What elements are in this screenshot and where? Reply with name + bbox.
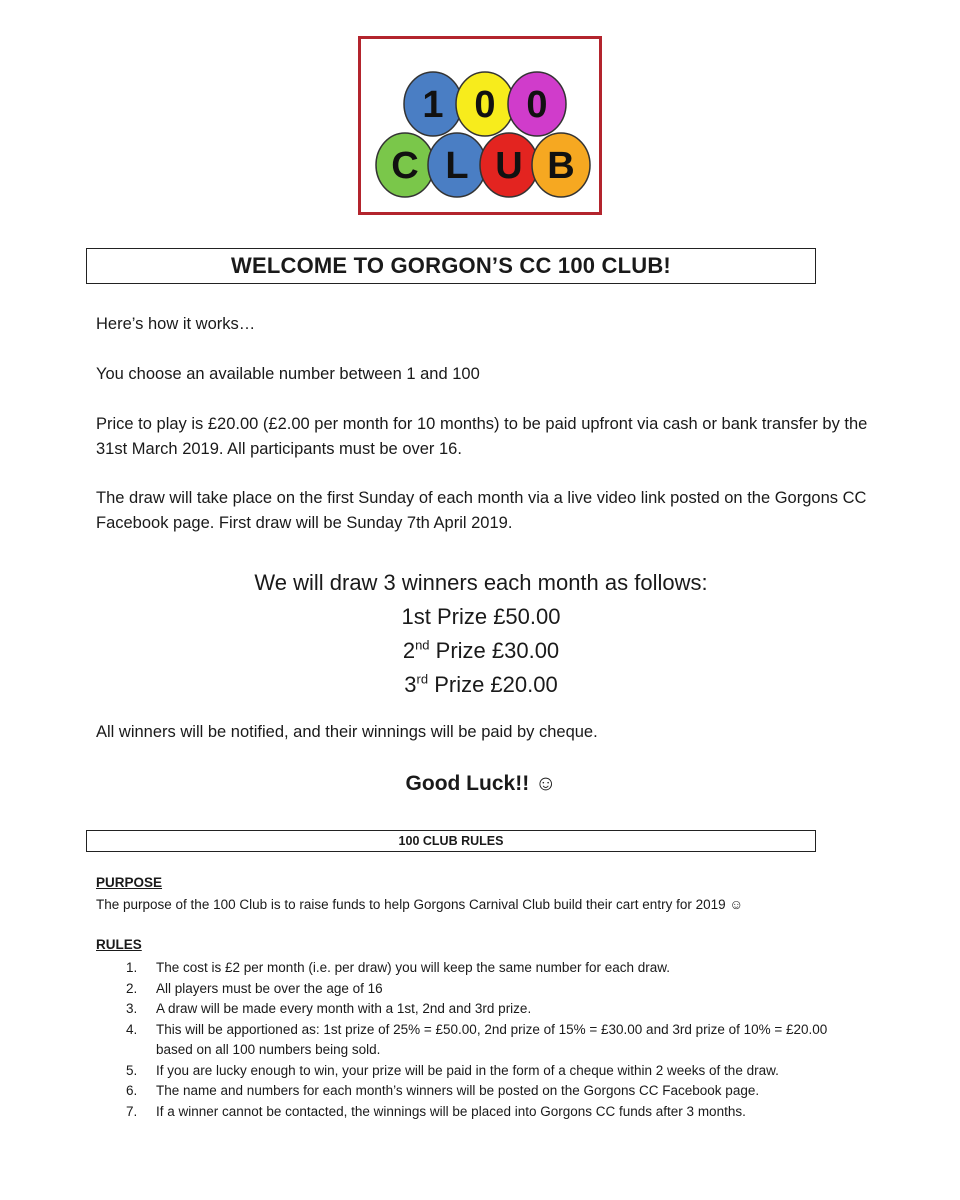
rules-heading: RULES [96, 937, 142, 952]
winners-note: All winners will be notified, and their winnings will be paid by cheque. [96, 723, 598, 741]
rule-text: A draw will be made every month with a 1st, 2nd and 3rd prize. [156, 1001, 532, 1016]
rule-number: 6. [126, 1083, 138, 1098]
logo-balls [361, 39, 599, 212]
prize-list [96, 566, 866, 702]
logo-ball-top-1 [456, 72, 514, 136]
svg-text:C: C [391, 145, 419, 187]
first-prize: 1st Prize £50.00 [401, 604, 561, 629]
rule-item [96, 1061, 866, 1082]
rule-item [96, 1081, 866, 1102]
price-text: Price to play is £20.00 (£2.00 per month for 10 months) to be paid upfront via cash or bank transfer by the 31st March 2019. All participants must be over 16. [96, 415, 868, 458]
purpose-text: The purpose of the 100 Club is to raise funds to help Gorgons Carnival Club build their cart entry for 2019 ☺ [96, 897, 744, 912]
rule-text: If a winner cannot be contacted, the winnings will be placed into Gorgons CC funds after 3 months. [156, 1103, 746, 1119]
rules-title: 100 CLUB RULES [86, 830, 816, 852]
rule-text: The name and numbers for each month’s winners will be posted on the Gorgons CC Facebook page. [156, 1083, 760, 1098]
second-prize: 2nd Prize £30.00 [402, 637, 560, 663]
svg-text:U: U [495, 145, 523, 187]
svg-text:1: 1 [422, 84, 444, 126]
logo-ball-top-2 [508, 72, 566, 136]
choose-text: You choose an available number between 1 and 100 [96, 365, 480, 383]
logo-ball-bottom-2 [480, 133, 538, 197]
rule-item [96, 979, 866, 1000]
good-luck-text: Good Luck!! ☺ [405, 772, 557, 795]
logo-ball-top-0 [404, 72, 462, 136]
logo-ball-bottom-3 [532, 133, 590, 197]
svg-text:0: 0 [474, 84, 496, 126]
rule-text: If you are lucky enough to win, your prize will be paid in the form of a cheque within 2 weeks of the draw. [156, 1062, 779, 1078]
page-title: WELCOME TO GORGON’S CC 100 CLUB! [86, 248, 816, 284]
rule-number: 3. [126, 1001, 138, 1016]
rule-text: All players must be over the age of 16 [156, 980, 383, 996]
prize-heading: We will draw 3 winners each month as follows: [254, 570, 708, 595]
club-logo [358, 36, 602, 215]
rules-list [96, 958, 866, 1122]
rule-number: 4. [126, 1021, 138, 1037]
intro-text: Here’s how it works… [96, 315, 256, 333]
svg-text:L: L [445, 145, 469, 187]
rule-item [96, 1102, 866, 1123]
svg-text:0: 0 [526, 84, 548, 126]
third-prize: 3rd Prize £20.00 [404, 671, 558, 697]
rule-item [96, 1020, 866, 1061]
rule-text: This will be apportioned as: 1st prize of 25% = £50.00, 2nd prize of 15% = £30.00 and 3rd prize of 10% = £20.00 based on all 100 numbers being sold. [156, 1021, 828, 1057]
logo-ball-bottom-0 [376, 133, 434, 197]
rule-number: 1. [126, 960, 138, 975]
rule-number: 5. [126, 1062, 138, 1078]
purpose-heading: PURPOSE [96, 875, 163, 890]
rule-text: The cost is £2 per month (i.e. per draw) you will keep the same number for each draw. [156, 960, 670, 975]
logo-ball-bottom-1 [428, 133, 486, 197]
draw-text: The draw will take place on the first Sunday of each month via a live video link posted on the Gorgons CC Facebook page. First draw will be Sunday 7th April 2019. [96, 489, 867, 532]
rule-item [96, 958, 866, 979]
rule-number: 2. [126, 980, 138, 996]
svg-text:B: B [547, 145, 575, 187]
rule-number: 7. [126, 1103, 138, 1119]
rule-item [96, 999, 866, 1020]
